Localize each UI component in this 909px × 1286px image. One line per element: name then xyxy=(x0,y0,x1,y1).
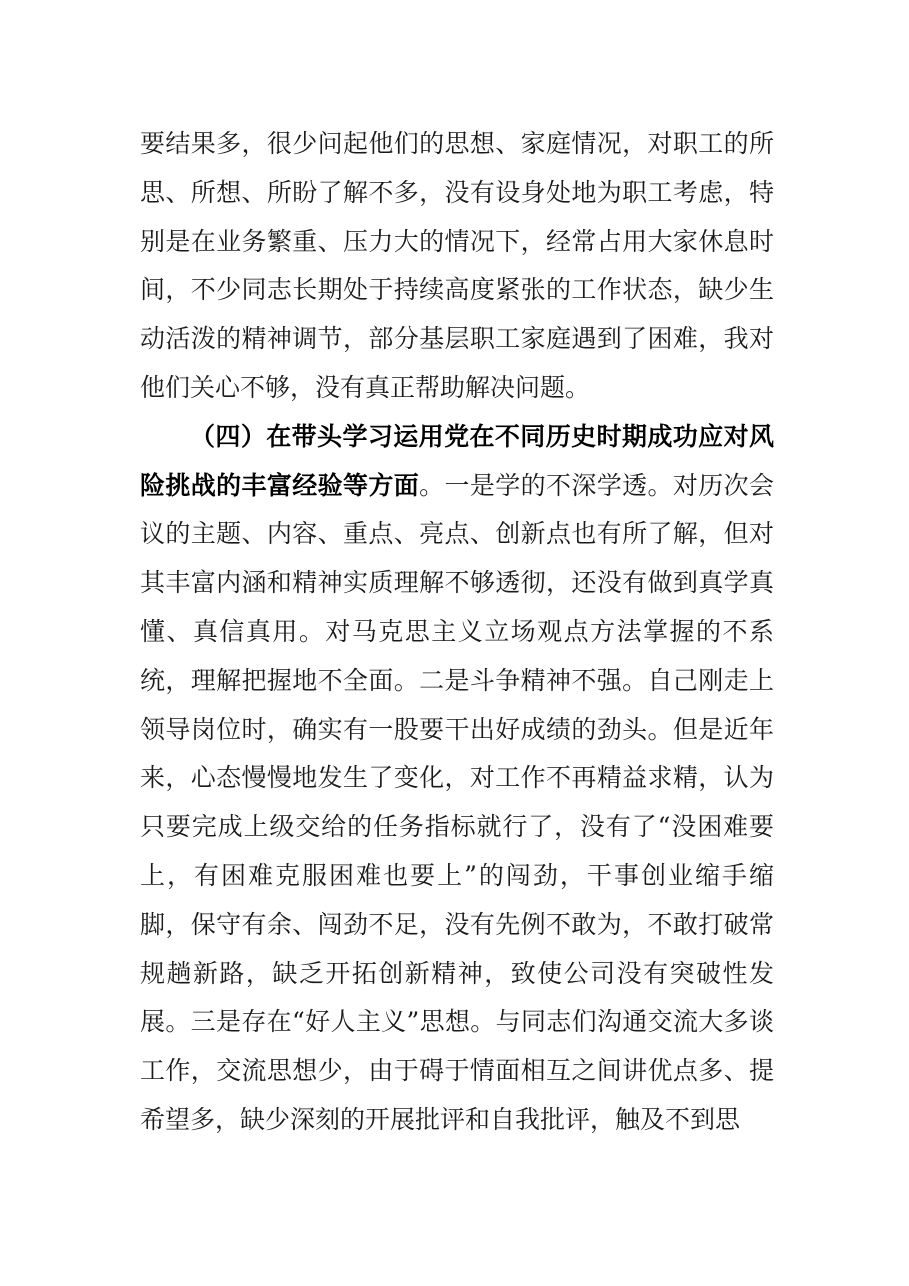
section-body: 。一是学的不深学透。对历次会议的主题、内容、重点、亮点、创新点也有所了解，但对其丰富内涵和精神实质理解不够透彻，还没有做到真学真懂、真信真用。对马克思主义立场观点方法掌握的不系统，理解把握地不全面。二是斗争精神不强。自己刚走上领导岗位时，确实有一股要干出好成绩的劲头。但是近年来，心态慢慢地发生了变化，对工作不再精益求精，认为只要完成上级交给的任务指标就行了，没有了“没困难要上，有困难克服困难也要上”的闯劲，干事创业缩手缩脚，保守有余、闯劲不足，没有先例不敢为，不敢打破常规趟新路，缺乏开拓创新精神，致使公司没有突破性发展。三是存在“好人主义”思想。与同志们沟通交流大多谈工作，交流思想少，由于碍于情面相互之间讲优点多、提希望多，缺少深刻的开展批评和自我批评，触及不到思 xyxy=(140,470,774,1134)
paragraph-section-four xyxy=(140,413,774,1145)
body-text xyxy=(140,120,774,1145)
section-heading: （四）在带头学习运用党在不同历史时期成功应对风险挑战的丰富经验等方面 xyxy=(140,421,774,500)
paragraph-continuation: 要结果多，很少问起他们的思想、家庭情况，对职工的所思、所想、所盼了解不多，没有设身处地为职工考虑，特别是在业务繁重、压力大的情况下，经常占用大家休息时间，不少同志长期处于持续高度紧张的工作状态，缺少生动活泼的精神调节，部分基层职工家庭遇到了困难，我对他们关心不够，没有真正帮助解决问题。 xyxy=(140,129,774,402)
